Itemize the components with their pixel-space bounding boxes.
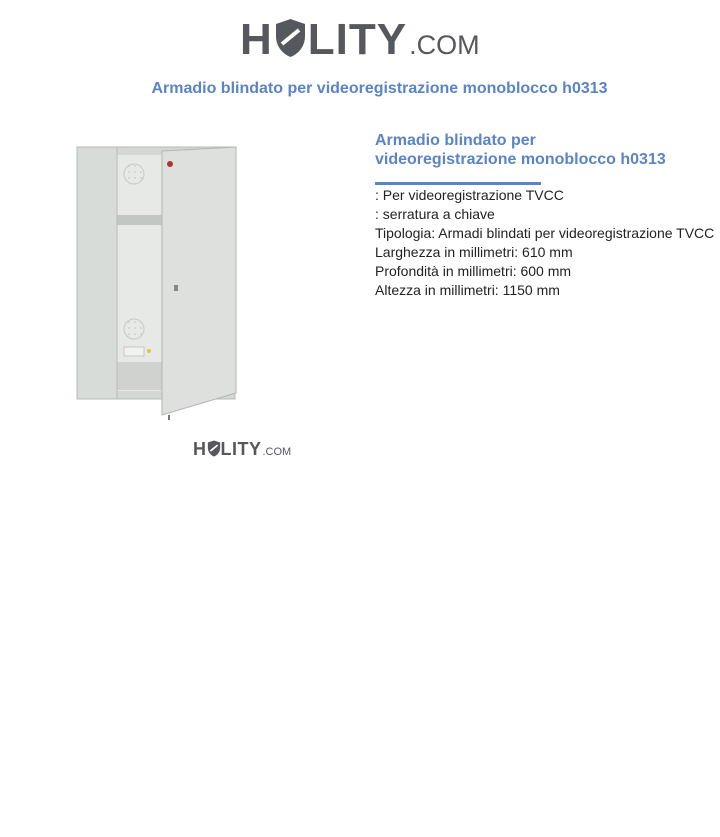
product-details — [375, 186, 720, 300]
detail-line: Altezza in millimetri: 1150 mm — [375, 282, 560, 298]
site-logo[interactable] — [240, 14, 480, 65]
shield-icon — [274, 18, 307, 58]
logo-text-post: LITY — [307, 15, 408, 64]
detail-line: Tipologia: Armadi blindati per videoregistrazione TVCC — [375, 225, 715, 241]
logo-text-suffix: .COM — [409, 30, 480, 60]
cabinet-illustration — [0, 115, 360, 445]
image-watermark-logo — [193, 438, 291, 460]
page-title: Armadio blindato per videoregistrazione monoblocco h0313 — [151, 80, 608, 97]
title-underline — [375, 182, 541, 185]
logo-text-pre: H — [240, 15, 273, 64]
shield-icon — [207, 440, 221, 457]
product-title-line1: Armadio blindato per — [375, 132, 536, 149]
product-title-line2: videoregistrazione monoblocco h0313 — [375, 151, 666, 168]
watermark-text-pre: H — [193, 439, 207, 459]
product-image — [0, 115, 360, 475]
detail-line: Larghezza in millimetri: 610 mm — [375, 244, 573, 260]
watermark-text-post: LITY — [220, 439, 262, 459]
product-info — [375, 131, 720, 300]
detail-line: : Per videoregistrazione TVCC — [375, 187, 564, 203]
detail-line: : serratura a chiave — [375, 206, 495, 222]
watermark-text-suffix: .COM — [262, 446, 292, 458]
product-title — [375, 131, 720, 169]
detail-line: Profondità in millimetri: 600 mm — [375, 263, 572, 279]
